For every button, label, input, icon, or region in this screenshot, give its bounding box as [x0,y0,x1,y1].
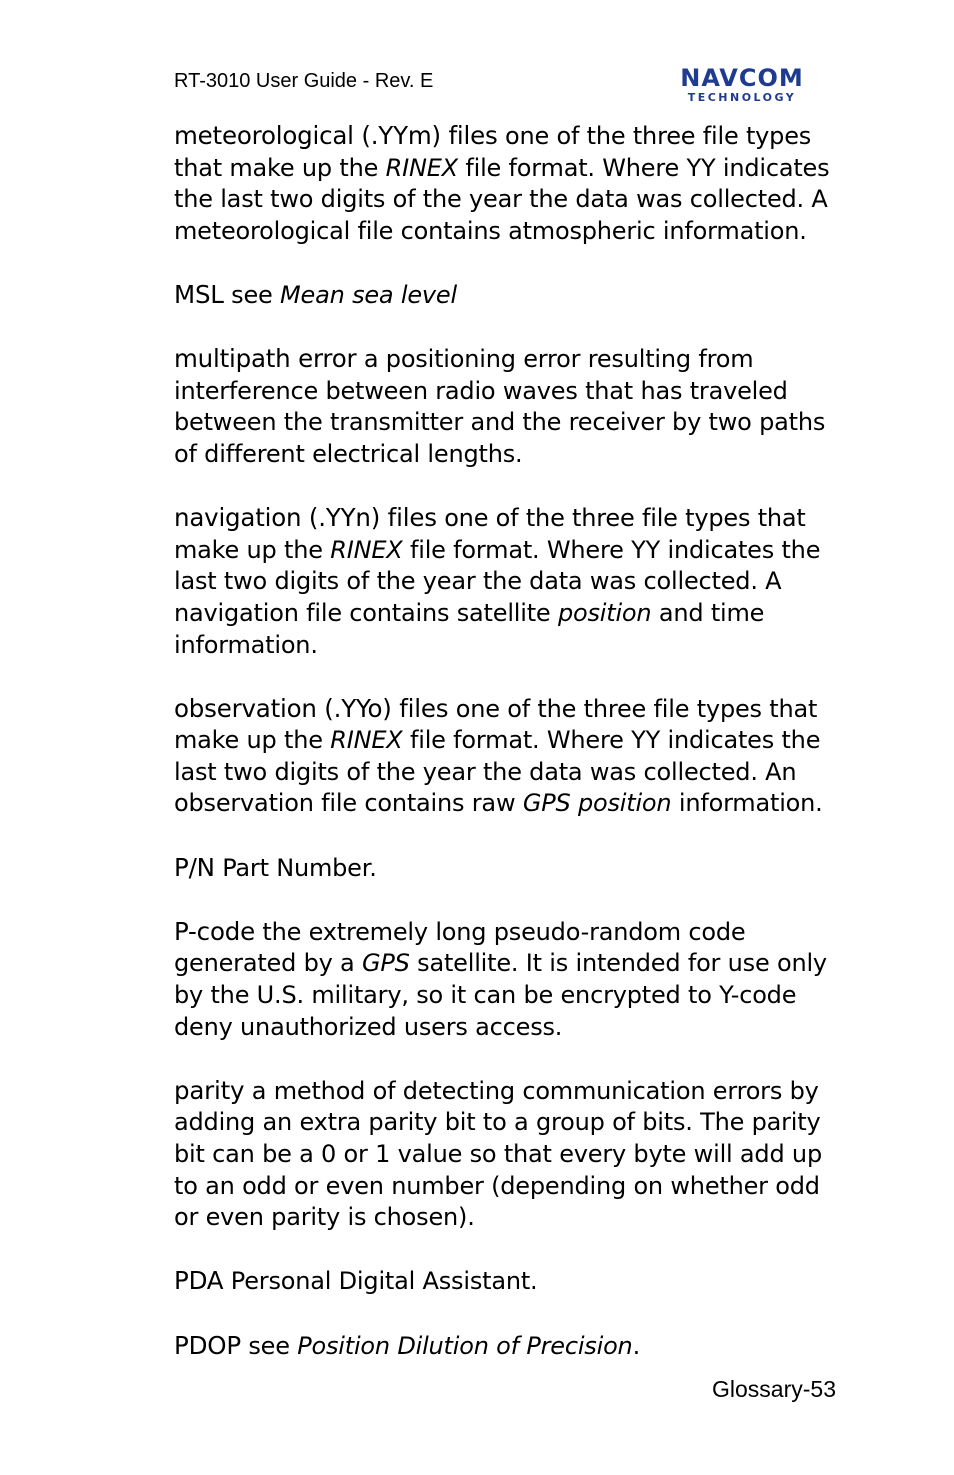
glossary-term: meteorological (.YYm) files [174,121,498,150]
glossary-term: MSL [174,279,224,309]
page-number: Glossary-53 [712,1376,836,1402]
definition-text: file format. Where YY indicates the last two digits of the year the data was collected. A navigation file contains satellite [174,535,821,627]
glossary-term: P/N [174,852,215,882]
glossary-term: navigation (.YYn) files [174,503,437,533]
definition-text: one of the three file types that make up the [174,504,806,564]
definition-link-pdop: Position Dilution of Precision [297,1331,633,1360]
definition-text: information. [671,789,823,818]
glossary-term: PDOP [174,1330,241,1360]
definition-text: file format. Where YY indicates the last two digits of the year the data was collected. A meteorological file contains atmospheric information. [174,153,830,245]
glossary-entry-observation-files [174,693,834,820]
definition-text: Part Number. [214,853,377,882]
definition-link-position: position [557,598,652,627]
glossary-term: parity [174,1075,245,1105]
definition-text: one of the three file types that make up the [174,122,812,182]
document-header-title: RT-3010 User Guide - Rev. E [174,70,434,92]
definition-text: Personal Digital Assistant. [223,1267,538,1296]
definition-link-mean-sea-level: Mean sea level [280,280,457,309]
glossary-entry-pdop [174,1330,834,1363]
definition-text: a method of detecting communication errors by adding an extra parity bit to a group of bits. The parity bit can be a 0 or 1 value so that every byte will add up to an odd or even number (depending on whether odd or even parity is chosen). [174,1076,822,1232]
glossary-entry-multipath-error [174,343,834,470]
definition-link-gps-position: GPS position [522,789,672,818]
logo-text-navcom: NAVCOM [680,64,804,92]
definition-text: and time information. [174,598,765,659]
definition-text: . [632,1331,640,1360]
definition-link-rinex: RINEX [330,535,403,564]
definition-text: see [223,280,281,309]
definition-text: see [240,1331,298,1360]
glossary-entry-navigation-files [174,502,834,661]
definition-text: the extremely long pseudo-random code generated by a [174,917,746,978]
glossary-entry-pda [174,1265,834,1298]
glossary-entry-meteorological-files [174,120,834,247]
glossary-term: P-code [174,916,255,946]
navcom-logo [648,64,836,104]
definition-text: a positioning error resulting from interference between radio waves that has traveled between the transmitter and the receiver by two paths of different electrical lengths. [174,345,826,468]
definition-text: satellite. It is intended for use only by the U.S. military, so it can be encrypted to Y-code deny unauthorized users access. [174,949,827,1041]
definition-link-rinex: RINEX [330,726,403,755]
glossary-term: multipath error [174,344,357,374]
definition-link-gps: GPS [362,949,410,978]
definition-text: one of the three file types that make up the [174,694,818,755]
glossary-entry-parity [174,1075,834,1234]
glossary-term: PDA [174,1266,224,1296]
glossary-entry-msl [174,279,834,312]
definition-text: file format. Where YY indicates the last two digits of the year the data was collected. An observation file contains raw [174,726,821,818]
definition-link-rinex: RINEX [385,153,458,182]
glossary-term: observation (.YYo) files [174,693,449,723]
glossary-entry-pn [174,852,834,885]
glossary-entry-p-code [174,916,834,1043]
logo-text-technology: TECHNOLOGY [687,91,797,104]
glossary-content [174,120,834,1394]
